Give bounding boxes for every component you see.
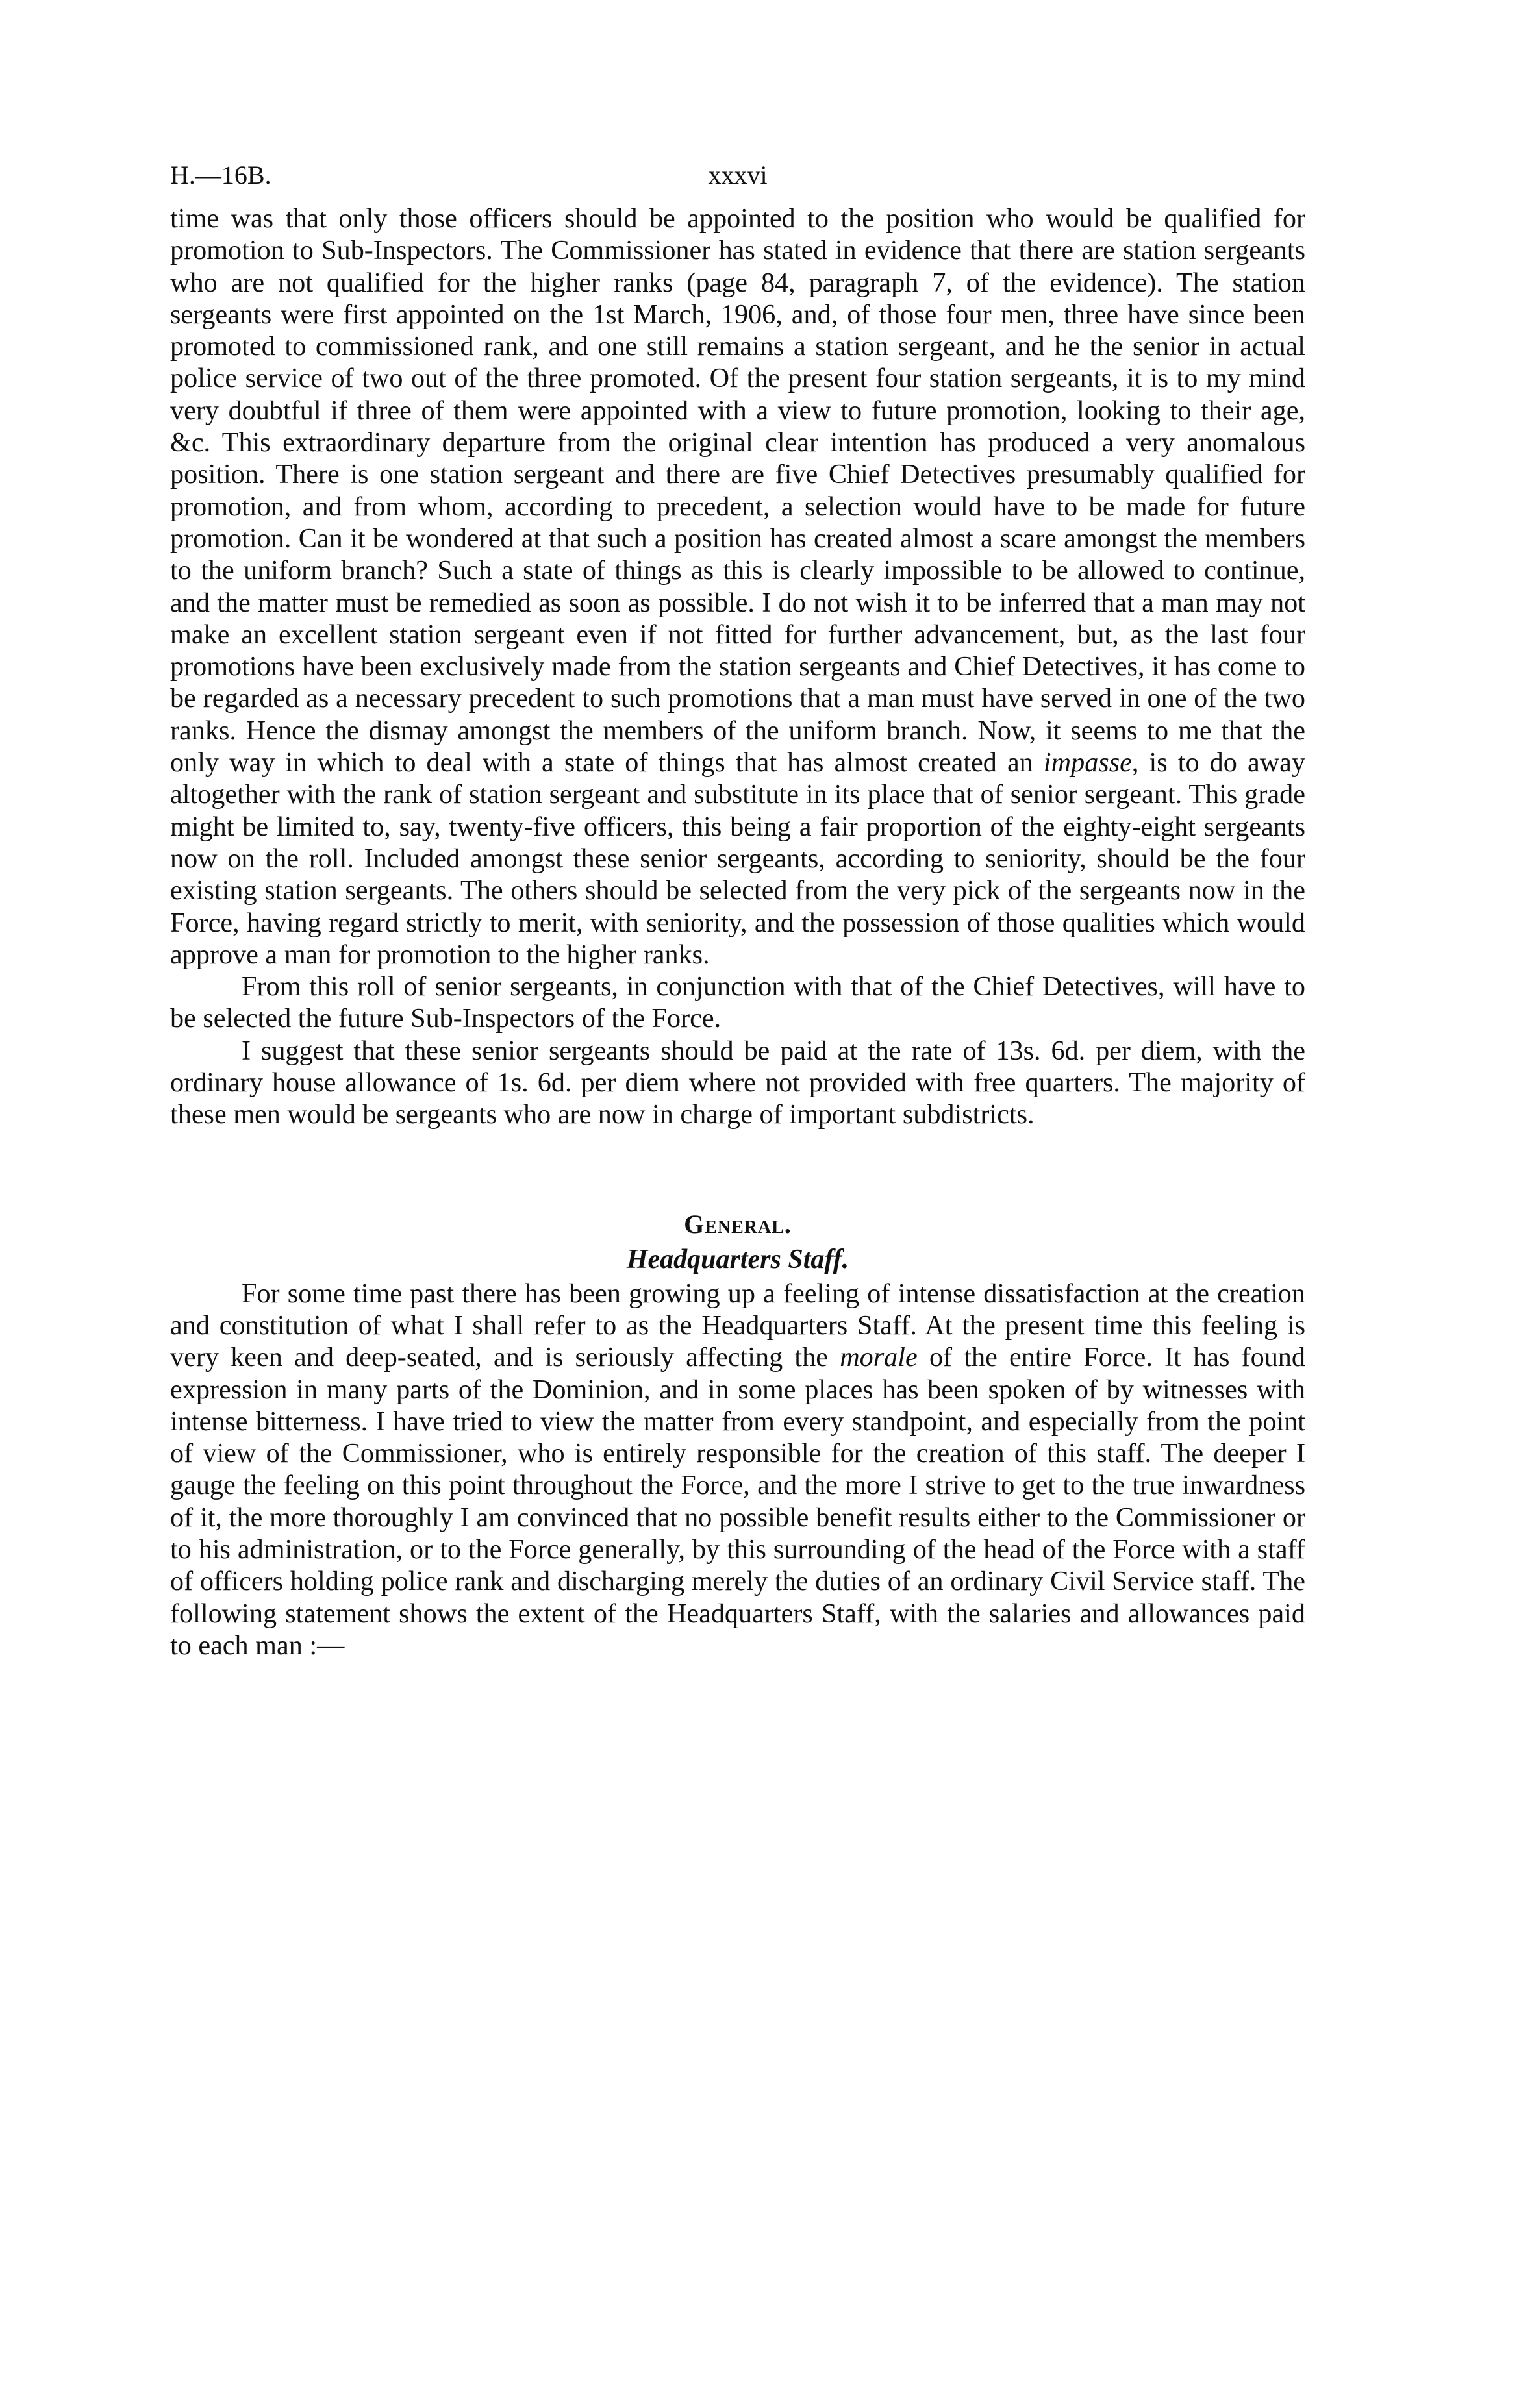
paragraph-text: From this roll of senior sergeants, in conjunction with that of the Chief Detectives, will have to be selected the future Sub-Inspectors of the Force.	[170, 971, 1305, 1034]
section-heading: General.	[684, 1209, 792, 1239]
paragraph-headquarters-staff	[170, 1278, 1305, 1662]
section-subheading: Headquarters Staff.	[626, 1244, 849, 1274]
paragraph-pay-suggestion	[170, 1035, 1305, 1131]
document-id: H.—16B.	[170, 160, 271, 190]
paragraph-text: I suggest that these senior sergeants should be paid at the rate of 13s. 6d. per diem, with the ordinary house allowance of 1s. 6d. per diem where not provided with free quarters. The majority of these men would be sergeants who are now in charge of important subdistricts.	[170, 1035, 1305, 1130]
italic-term: impasse	[1043, 747, 1132, 778]
paragraph-senior-sergeants-roll	[170, 971, 1305, 1035]
document-page	[170, 162, 1305, 1661]
paragraph-text: For some time past there has been growing up a feeling of intense dissatisfaction at the creation and constitution of what I shall refer to as the Headquarters Staff. At the present time this feeling is very keen and deep-seated, and is seriously affecting the	[170, 1278, 1305, 1373]
paragraph-text-continued: , is to do away altogether with the rank of station sergeant and substitute in its place that of senior sergeant. This grade might be limited to, say, twenty-five officers, this being a fair proportion of the eighty-eight sergeants now on the roll. Included amongst these senior sergeants, according to seniority, should be the four existing station sergeants. The others should be selected from the very pick of the sergeants now in the Force, having regard strictly to merit, with seniority, and the possession of those qualities which would approve a man for promotion to the higher ranks.	[170, 747, 1305, 970]
italic-term: morale	[840, 1342, 918, 1373]
paragraph-text-continued: of the entire Force. It has found expression in many parts of the Dominion, and in some places has been spoken of by witnesses with intense bitterness. I have tried to view the matter from every standpoint, and especially from the point of view of the Commissioner, who is entirely responsible for the creation of this staff. The deeper I gauge the feeling on this point throughout the Force, and the more I strive to get to the true inwardness of it, the more thoroughly I am convinced that no possible benefit results either to the Commissioner or to his administration, or to the Force generally, by this surrounding of the head of the Force with a staff of officers holding police rank and discharging merely the duties of an ordinary Civil Service staff. The following statement shows the extent of the Headquarters Staff, with the salaries and allowances paid to each man :—	[170, 1342, 1305, 1661]
paragraph-text: time was that only those officers should be appointed to the position who would be qualified for promotion to Sub-Inspectors. The Commissioner has stated in evidence that there are station sergeants who are not qualified for the higher ranks (page 84, paragraph 7, of the evidence). The station sergeants were first appointed on the 1st March, 1906, and, of those four men, three have since been promoted to commissioned rank, and one still remains a station sergeant, and he the senior in actual police service of two out of the three promoted. Of the present four station sergeants, it is to my mind very doubtful if three of them were appointed with a view to future promotion, looking to their age, &c. This extraordinary departure from the original clear intention has produced a very anomalous position. There is one station sergeant and there are five Chief Detectives presumably qualified for promotion, and from whom, according to precedent, a selection would have to be made for future promotion. Can it be wondered at that such a position has created almost a scare amongst the members to the uniform branch? Such a state of things as this is clearly impossible to be allowed to continue, and the matter must be remedied as soon as possible. I do not wish it to be inferred that a man may not make an excellent station sergeant even if not fitted for further advancement, but, as the last four promotions have been exclusively made from the station sergeants and Chief Detectives, it has come to be regarded as a necessary precedent to such promotions that a man must have served in one of the two ranks. Hence the dismay amongst the members of the uniform branch. Now, it seems to me that the only way in which to deal with a state of things that has almost created an	[170, 203, 1305, 778]
paragraph-station-sergeants	[170, 203, 1305, 971]
page-number: xxxvi	[708, 160, 768, 190]
page-header	[170, 162, 1305, 203]
